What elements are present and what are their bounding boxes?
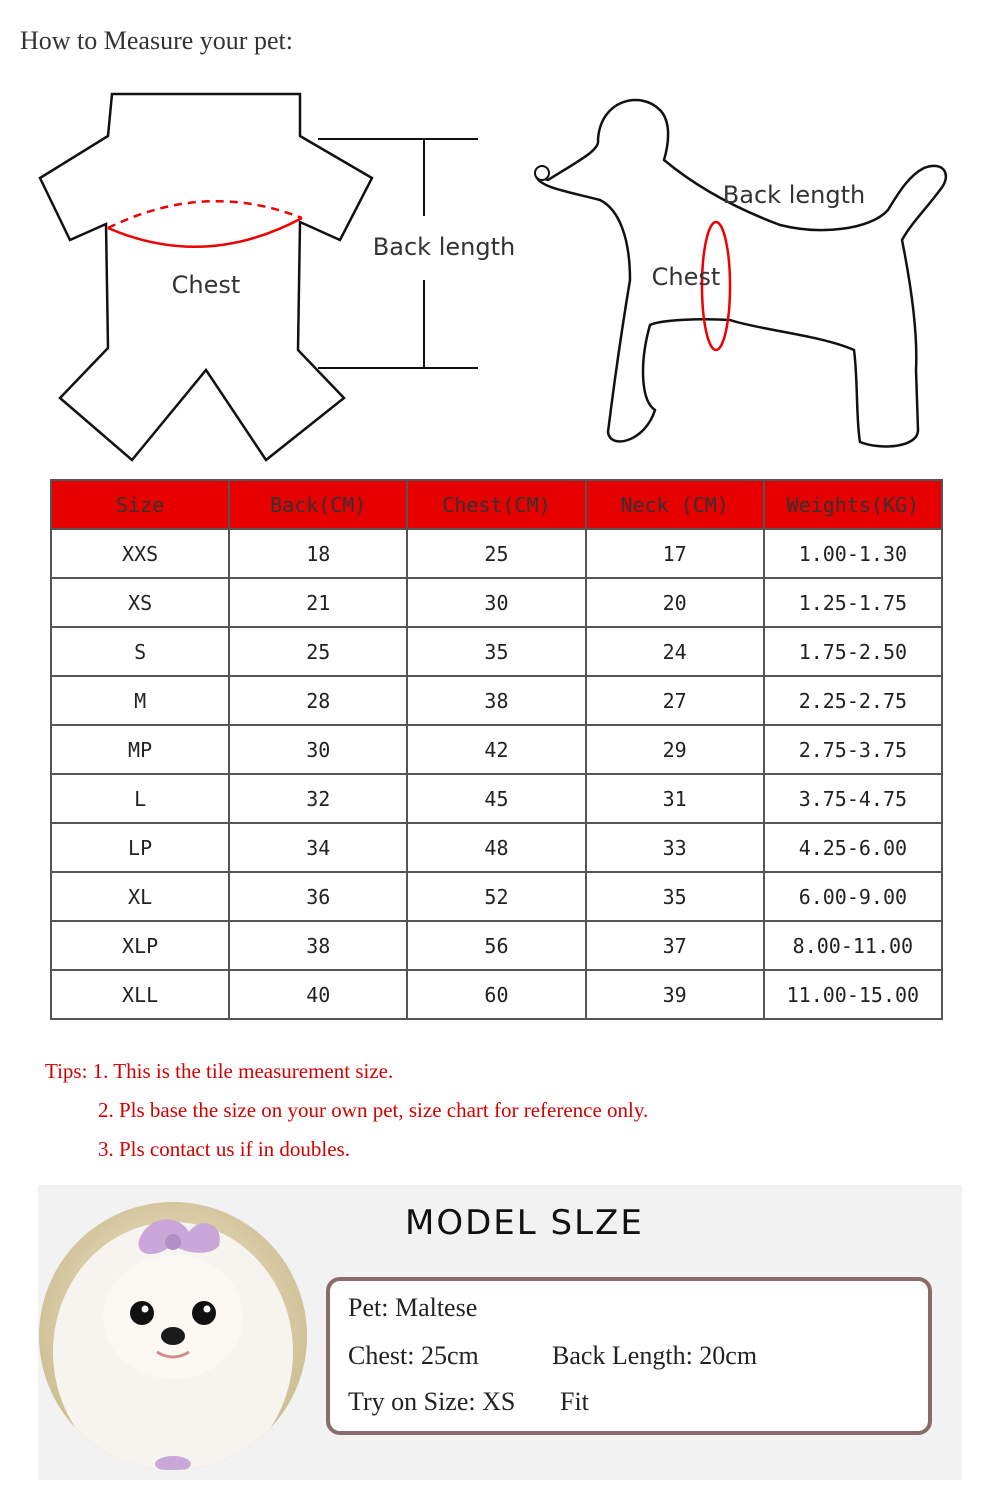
cell-back: 40 [229, 970, 407, 1019]
table-row [51, 823, 942, 872]
table-row [51, 872, 942, 921]
header-back: Back(CM) [229, 480, 407, 529]
cell-weights: 8.00-11.00 [764, 921, 942, 970]
size-chart-table-wrapper [50, 479, 943, 1020]
cell-size: XLP [51, 921, 229, 970]
cell-back: 32 [229, 774, 407, 823]
header-weights: Weights(KG) [764, 480, 942, 529]
cell-back: 30 [229, 725, 407, 774]
model-info-box [326, 1277, 932, 1435]
model-back-length: Back Length: 20cm [552, 1341, 758, 1370]
cell-back: 21 [229, 578, 407, 627]
cell-size: S [51, 627, 229, 676]
table-header-row [51, 480, 942, 529]
cell-back: 34 [229, 823, 407, 872]
model-fit: Fit [560, 1387, 589, 1416]
tip-line-1: Tips: 1. This is the tile measurement size. [45, 1059, 394, 1083]
cell-neck: 27 [586, 676, 764, 725]
cell-neck: 17 [586, 529, 764, 578]
cell-neck: 20 [586, 578, 764, 627]
header-chest: Chest(CM) [407, 480, 585, 529]
cell-chest: 52 [407, 872, 585, 921]
size-chart-table [50, 479, 943, 1020]
table-row [51, 676, 942, 725]
cell-neck: 29 [586, 725, 764, 774]
cell-back: 28 [229, 676, 407, 725]
cell-chest: 45 [407, 774, 585, 823]
model-try-on-size: Try on Size: XS [348, 1387, 516, 1416]
cell-weights: 2.25-2.75 [764, 676, 942, 725]
cell-back: 25 [229, 627, 407, 676]
cell-neck: 31 [586, 774, 764, 823]
cell-size: XS [51, 578, 229, 627]
cell-weights: 1.00-1.30 [764, 529, 942, 578]
model-chest: Chest: 25cm [348, 1341, 479, 1370]
cell-weights: 3.75-4.75 [764, 774, 942, 823]
cell-back: 36 [229, 872, 407, 921]
cell-neck: 33 [586, 823, 764, 872]
dog-back-length-label: Back length [722, 181, 866, 209]
shirt-chest-solid-line [108, 218, 302, 247]
cell-weights: 6.00-9.00 [764, 872, 942, 921]
cell-chest: 42 [407, 725, 585, 774]
cell-weights: 2.75-3.75 [764, 725, 942, 774]
page-heading: How to Measure your pet: [20, 26, 293, 55]
measurement-diagram [0, 80, 1000, 470]
cell-back: 18 [229, 529, 407, 578]
cell-size: XL [51, 872, 229, 921]
header-neck: Neck (CM) [586, 480, 764, 529]
table-row [51, 774, 942, 823]
cell-chest: 60 [407, 970, 585, 1019]
table-row [51, 725, 942, 774]
tips-section [45, 1056, 648, 1173]
table-row [51, 578, 942, 627]
shirt-chest-label: Chest [171, 271, 241, 299]
cell-chest: 25 [407, 529, 585, 578]
cell-weights: 4.25-6.00 [764, 823, 942, 872]
table-row [51, 970, 942, 1019]
cell-weights: 11.00-15.00 [764, 970, 942, 1019]
cell-chest: 38 [407, 676, 585, 725]
cell-neck: 24 [586, 627, 764, 676]
maltese-dog-photo [39, 1202, 307, 1470]
dog-chest-label: Chest [651, 263, 721, 291]
header-size: Size [51, 480, 229, 529]
table-row [51, 529, 942, 578]
tip-line-2: 2. Pls base the size on your own pet, size chart for reference only. [98, 1098, 649, 1122]
cell-chest: 56 [407, 921, 585, 970]
cell-size: XXS [51, 529, 229, 578]
cell-size: XLL [51, 970, 229, 1019]
cell-size: M [51, 676, 229, 725]
table-row [51, 921, 942, 970]
cell-weights: 1.75-2.50 [764, 627, 942, 676]
shirt-chest-dashed-line [108, 201, 302, 228]
tip-line-3: 3. Pls contact us if in doubles. [98, 1137, 350, 1161]
cell-neck: 39 [586, 970, 764, 1019]
cell-neck: 35 [586, 872, 764, 921]
cell-back: 38 [229, 921, 407, 970]
cell-size: LP [51, 823, 229, 872]
dog-outline-icon [536, 100, 946, 446]
table-row [51, 627, 942, 676]
cell-neck: 37 [586, 921, 764, 970]
cell-chest: 30 [407, 578, 585, 627]
model-size-title: MODEL SLZE [405, 1203, 644, 1243]
cell-weights: 1.25-1.75 [764, 578, 942, 627]
model-pet: Pet: Maltese [348, 1293, 478, 1322]
shirt-back-length-label: Back length [372, 233, 516, 261]
cell-size: MP [51, 725, 229, 774]
cell-chest: 35 [407, 627, 585, 676]
cell-size: L [51, 774, 229, 823]
cell-chest: 48 [407, 823, 585, 872]
